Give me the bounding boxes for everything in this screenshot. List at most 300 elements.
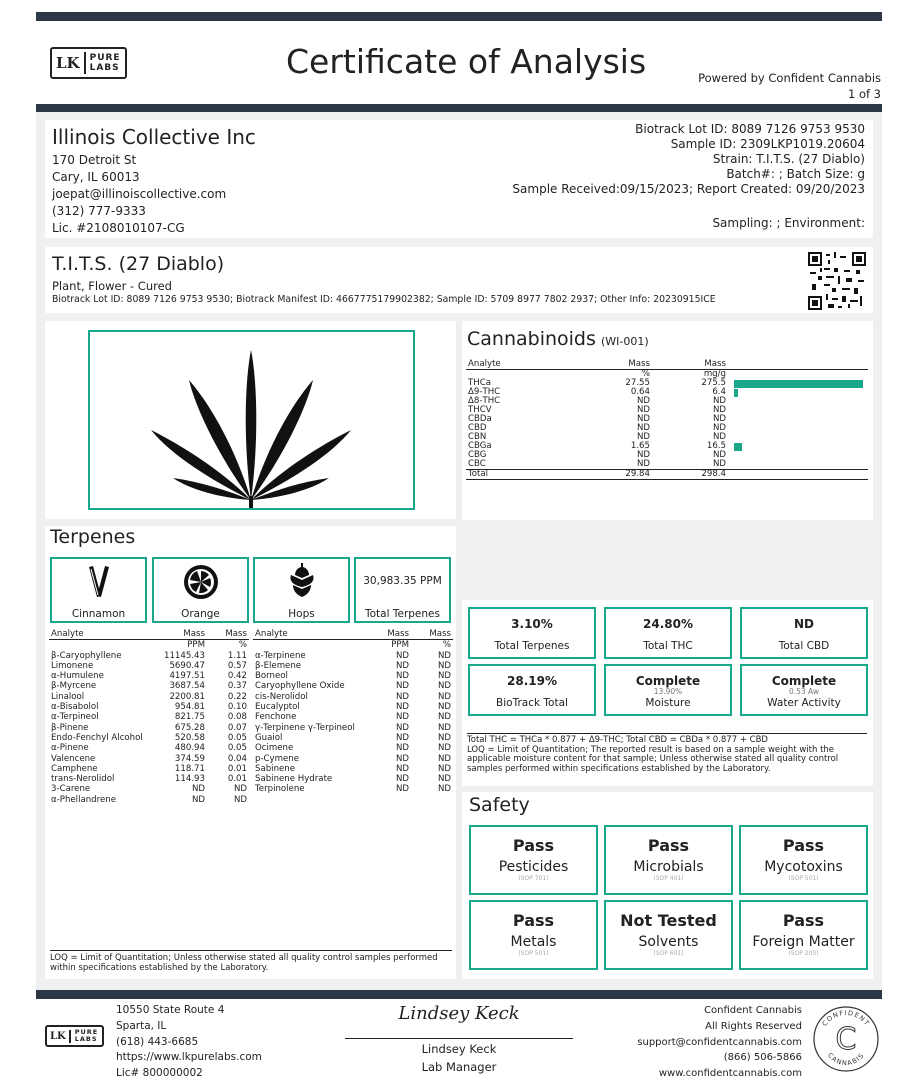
terpene-ppm: ND bbox=[395, 784, 409, 795]
safety-box bbox=[604, 900, 733, 970]
terpene-row bbox=[253, 764, 453, 774]
client-panel bbox=[45, 120, 873, 238]
terpenes-table-left bbox=[49, 629, 249, 805]
summary-sub bbox=[470, 688, 594, 695]
logo-labs: LABS bbox=[89, 63, 120, 73]
logo-pure: PURE bbox=[89, 53, 121, 63]
safety-sop: (SOP 203) bbox=[788, 950, 819, 957]
cannabinoid-name: THCV bbox=[468, 405, 492, 415]
terpene-ppm: 954.81 bbox=[174, 702, 205, 713]
terpene-ppm: ND bbox=[395, 743, 409, 754]
product-image bbox=[88, 330, 415, 510]
terpene-ppm: 118.71 bbox=[174, 763, 205, 774]
terpene-pct: 0.37 bbox=[227, 681, 247, 692]
cannabinoid-row bbox=[466, 406, 868, 415]
terpene-name: α-Humulene bbox=[51, 671, 104, 682]
terpene-name: α-Phellandrene bbox=[51, 794, 116, 805]
terpene-row bbox=[49, 723, 249, 733]
terpene-ppm: ND bbox=[395, 660, 409, 671]
terpene-name: α-Terpinene bbox=[255, 650, 306, 661]
terpene-ppm: 2200.81 bbox=[169, 691, 205, 702]
client-address2: Cary, IL 60013 bbox=[52, 170, 140, 184]
cc-name: Confident Cannabis bbox=[704, 1005, 802, 1016]
terpene-pct: 0.01 bbox=[227, 763, 247, 774]
terpene-row bbox=[253, 681, 453, 691]
terpene-row bbox=[253, 671, 453, 681]
terpene-ppm: ND bbox=[395, 712, 409, 723]
cannabinoid-name: Δ8-THC bbox=[468, 396, 501, 406]
terpene-row bbox=[49, 733, 249, 743]
terp-unit-ppm-2: PPM bbox=[391, 640, 409, 651]
summary-box bbox=[604, 664, 732, 716]
summary-box bbox=[740, 607, 868, 659]
terpene-name: Valencene bbox=[51, 753, 96, 764]
lab-logo bbox=[50, 47, 127, 79]
cannabinoid-bar bbox=[734, 380, 863, 388]
cannabinoids-panel bbox=[462, 321, 873, 520]
terpene-row bbox=[49, 671, 249, 681]
terpene-name: α-Pinene bbox=[51, 743, 89, 754]
safety-test-name: Foreign Matter bbox=[752, 934, 855, 950]
client-name: Illinois Collective Inc bbox=[52, 125, 256, 149]
terpene-ppm: 374.59 bbox=[174, 753, 205, 764]
terpene-pct: ND bbox=[233, 784, 247, 795]
safety-test-name: Pesticides bbox=[498, 859, 569, 875]
image-panel bbox=[45, 321, 456, 519]
summary-sub bbox=[606, 631, 730, 638]
terpene-pct: ND bbox=[437, 671, 451, 682]
terpene-pct: ND bbox=[437, 784, 451, 795]
terpene-name: β-Myrcene bbox=[51, 681, 97, 692]
col-analyte: Analyte bbox=[468, 359, 501, 369]
terp-unit-pct-2: % bbox=[442, 640, 451, 651]
terpene-name: p-Cymene bbox=[255, 753, 300, 764]
terpenes-panel bbox=[45, 526, 456, 979]
terpenes-loq: LOQ = Limit of Quantitation; Unless otherwise stated all quality control samples performed within specifications established by the Laboratory. bbox=[50, 950, 452, 973]
terpene-pct: 0.22 bbox=[227, 691, 247, 702]
cannabinoids-title: Cannabinoids bbox=[467, 328, 596, 350]
terp-col-mass-ppm-2: Mass bbox=[387, 629, 409, 639]
terpene-ppm: 11145.43 bbox=[163, 650, 205, 661]
cannabinoid-row bbox=[466, 415, 868, 424]
terpene-pct: 0.08 bbox=[227, 712, 247, 723]
terpene-ppm: ND bbox=[395, 702, 409, 713]
terpene-ppm: ND bbox=[191, 784, 205, 795]
cannabinoid-mg: ND bbox=[712, 432, 726, 442]
summary-sub bbox=[470, 631, 594, 638]
terpene-pct: 0.07 bbox=[227, 722, 247, 733]
top-bar bbox=[36, 12, 882, 21]
safety-box bbox=[739, 825, 868, 895]
notes bbox=[467, 733, 867, 774]
total-terpenes-label: Total Terpenes bbox=[365, 608, 440, 620]
cc-phone: (866) 506-5866 bbox=[723, 1052, 802, 1064]
cannabinoid-pct: ND bbox=[636, 459, 650, 469]
lab-website[interactable]: https://www.lkpurelabs.com bbox=[116, 1051, 262, 1064]
terpene-pct: ND bbox=[437, 732, 451, 743]
terpene-ppm: ND bbox=[395, 722, 409, 733]
terp-col-mass-pct-2: Mass bbox=[429, 629, 451, 639]
terpene-name: Guaiol bbox=[255, 732, 283, 743]
product-type: Plant, Flower - Cured bbox=[52, 279, 172, 293]
terpene-row bbox=[49, 712, 249, 722]
terpene-row bbox=[49, 661, 249, 671]
terp-unit-ppm: PPM bbox=[187, 640, 205, 651]
summary-value: 24.80% bbox=[643, 617, 693, 631]
terpene-name: Ocimene bbox=[255, 743, 294, 754]
client-address bbox=[52, 152, 226, 237]
cannabinoid-pct: ND bbox=[636, 432, 650, 442]
summary-label: Total CBD bbox=[778, 640, 830, 652]
signature-line bbox=[345, 1038, 573, 1039]
terpene-row bbox=[49, 681, 249, 691]
cannabinoid-row bbox=[466, 388, 868, 397]
cannabinoid-bar bbox=[734, 443, 742, 451]
terpene-ppm: 520.58 bbox=[174, 732, 205, 743]
terpene-pct: 0.05 bbox=[227, 732, 247, 743]
terpene-name: Eucalyptol bbox=[255, 702, 300, 713]
summary-box bbox=[740, 664, 868, 716]
terpene-pct: 0.42 bbox=[227, 671, 247, 682]
cannabinoid-row bbox=[466, 433, 868, 442]
cannabinoid-row bbox=[466, 442, 868, 451]
cc-rights: All Rights Reserved bbox=[705, 1020, 802, 1032]
lab-address1: 10550 State Route 4 bbox=[116, 1004, 225, 1016]
terpene-hops bbox=[253, 557, 350, 623]
safety-result: Pass bbox=[782, 911, 825, 930]
terpenes-table-right bbox=[253, 629, 453, 795]
terpene-row bbox=[253, 733, 453, 743]
sampling: Sampling: ; Environment: bbox=[712, 216, 865, 230]
terpene-name: β-Elemene bbox=[255, 660, 302, 671]
terp-unit-pct: % bbox=[238, 640, 247, 651]
summary-label: Total THC bbox=[643, 640, 693, 652]
powered-by: Powered by Confident Cannabis bbox=[698, 71, 881, 85]
terpene-name: Sabinene bbox=[255, 763, 296, 774]
terpene-ppm: 3687.54 bbox=[169, 681, 205, 692]
terpene-name: Camphene bbox=[51, 763, 98, 774]
cannabinoid-name: CBDa bbox=[468, 414, 492, 424]
safety-title: Safety bbox=[469, 794, 530, 816]
terpene-ppm: ND bbox=[395, 681, 409, 692]
client-phone: (312) 777-9333 bbox=[52, 204, 146, 218]
client-address1: 170 Detroit St bbox=[52, 153, 137, 167]
signer-title: Lab Manager bbox=[421, 1060, 497, 1074]
terpene-row bbox=[49, 743, 249, 753]
sample-id: Sample ID: 2309LKP1019.20604 bbox=[670, 137, 865, 151]
summary-box bbox=[468, 607, 596, 659]
cannabinoid-name: CBGa bbox=[468, 441, 492, 451]
footer-logo-lk: LK bbox=[47, 1030, 71, 1043]
total-label: Total bbox=[468, 469, 489, 479]
terpene-pct: 0.04 bbox=[227, 753, 247, 764]
safety-test-name: Metals bbox=[510, 934, 557, 950]
safety-test-name: Mycotoxins bbox=[764, 859, 843, 875]
cannabinoid-pct: ND bbox=[636, 423, 650, 433]
terpene-pct: 0.57 bbox=[227, 660, 247, 671]
product-name: T.I.T.S. (27 Diablo) bbox=[52, 253, 225, 275]
strain: Strain: T.I.T.S. (27 Diablo) bbox=[712, 152, 865, 166]
terpene-name: 3-Carene bbox=[51, 784, 91, 795]
terpene-ppm: 480.94 bbox=[174, 743, 205, 754]
cannabinoid-row bbox=[466, 451, 868, 460]
terpene-name: Sabinene Hydrate bbox=[255, 774, 333, 785]
cannabinoid-pct: ND bbox=[636, 450, 650, 460]
notes-line2: LOQ = Limit of Quantitation; The reported result is based on a sample weight with the applicable moisture content for that sample; Unless otherwise stated all quality control samples performed within specifications established by the Laboratory. bbox=[467, 744, 839, 774]
signature: Lindsey Keck bbox=[398, 1003, 520, 1024]
cannabinoid-pct: 27.55 bbox=[625, 378, 650, 388]
cannabinoid-row bbox=[466, 397, 868, 406]
orange-icon bbox=[182, 563, 220, 601]
summary-sub: 13.90% bbox=[653, 687, 683, 696]
col-mass-pct: Mass bbox=[628, 359, 650, 369]
terpene-pct: ND bbox=[437, 691, 451, 702]
cannabinoid-pct: ND bbox=[636, 405, 650, 415]
terpene-label-cinnamon: Cinnamon bbox=[71, 608, 126, 620]
safety-box bbox=[604, 825, 733, 895]
summary-label: Total Terpenes bbox=[494, 640, 570, 652]
terpene-name: β-Caryophyllene bbox=[51, 650, 122, 661]
terpene-orange bbox=[152, 557, 249, 623]
footer-logo bbox=[45, 1025, 104, 1047]
cannabinoids-table bbox=[466, 360, 868, 480]
terpene-row bbox=[253, 723, 453, 733]
terpene-pct: ND bbox=[437, 763, 451, 774]
terpene-ppm: ND bbox=[395, 763, 409, 774]
terpenes-title: Terpenes bbox=[50, 526, 136, 548]
cannabinoid-mg: ND bbox=[712, 414, 726, 424]
summary-sub bbox=[742, 631, 866, 638]
safety-result: Pass bbox=[512, 911, 555, 930]
safety-sop: (SOP 501) bbox=[518, 950, 549, 957]
terpene-ppm: 114.93 bbox=[174, 774, 205, 785]
terpene-pct: ND bbox=[437, 702, 451, 713]
summary-label: Moisture bbox=[645, 697, 691, 709]
terpene-name: β-Pinene bbox=[51, 722, 89, 733]
summary-box bbox=[468, 664, 596, 716]
footer-logo-labs: LABS bbox=[74, 1035, 98, 1043]
client-email: joepat@illinoiscollective.com bbox=[52, 187, 227, 201]
cannabinoid-name: CBN bbox=[468, 432, 487, 442]
summary-value: ND bbox=[793, 617, 814, 631]
header-rule bbox=[36, 104, 882, 112]
terpene-ppm: ND bbox=[191, 794, 205, 805]
terpene-ppm: 5690.47 bbox=[169, 660, 205, 671]
terpene-ppm: 675.28 bbox=[174, 722, 205, 733]
terpene-name: cis-Nerolidol bbox=[255, 691, 308, 702]
terpene-name: Borneol bbox=[255, 671, 288, 682]
cannabinoid-row bbox=[466, 379, 868, 388]
terpene-pct: ND bbox=[233, 794, 247, 805]
terpene-pct: 0.01 bbox=[227, 774, 247, 785]
product-ids: Biotrack Lot ID: 8089 7126 9753 9530; Biotrack Manifest ID: 4667775179902382; Sample ID: 5709 8977 7802 2937; Other Info: 20230915ICE bbox=[52, 294, 716, 305]
safety-sop: (SOP 401) bbox=[653, 875, 684, 882]
terpene-name: α-Terpineol bbox=[51, 712, 99, 723]
total-terpenes-value: 30,983.35 PPM bbox=[363, 575, 442, 587]
batch: Batch#: ; Batch Size: g bbox=[726, 167, 865, 181]
terpene-ppm: ND bbox=[395, 753, 409, 764]
cannabinoid-row bbox=[466, 424, 868, 433]
cannabinoid-name: THCa bbox=[468, 378, 491, 388]
lot-id: Biotrack Lot ID: 8089 7126 9753 9530 bbox=[635, 122, 865, 136]
terpene-name: Endo-Fenchyl Alcohol bbox=[51, 732, 143, 743]
summary-value: 28.19% bbox=[507, 674, 557, 688]
safety-box bbox=[739, 900, 868, 970]
terpene-row bbox=[253, 743, 453, 753]
cannabinoid-mg: 275.5 bbox=[701, 378, 726, 388]
cc-email[interactable]: support@confidentcannabis.com bbox=[637, 1036, 802, 1048]
cannabinoids-method: (WI-001) bbox=[600, 335, 649, 348]
safety-sop: (SOP 701) bbox=[518, 875, 549, 882]
terpene-name: Limonene bbox=[51, 660, 94, 671]
page-title: Certificate of Analysis bbox=[286, 42, 647, 81]
cannabinoid-mg: ND bbox=[712, 459, 726, 469]
summary-sub: 0.53 Aw bbox=[788, 687, 820, 696]
cannabinoid-pct: ND bbox=[636, 414, 650, 424]
cannabinoid-bar bbox=[734, 389, 738, 397]
terpene-row bbox=[49, 702, 249, 712]
cannabinoid-row bbox=[466, 460, 868, 470]
safety-result: Not Tested bbox=[620, 911, 717, 930]
terpene-row bbox=[49, 692, 249, 702]
cannabinoid-pct: ND bbox=[636, 396, 650, 406]
terpene-ppm: ND bbox=[395, 650, 409, 661]
cinnamon-icon bbox=[79, 563, 119, 601]
terpene-pct: ND bbox=[437, 774, 451, 785]
safety-result: Pass bbox=[782, 836, 825, 855]
col-mass-mg: Mass bbox=[704, 359, 726, 369]
terpene-name: Fenchone bbox=[255, 712, 297, 723]
safety-test-name: Microbials bbox=[633, 859, 704, 875]
terpene-name: γ-Terpinene γ-Terpineol bbox=[255, 722, 355, 733]
safety-box bbox=[469, 825, 598, 895]
terpene-row bbox=[253, 702, 453, 712]
seal-bottom-text: CANNABIS bbox=[825, 1051, 867, 1068]
unit-mg: mg/g bbox=[703, 369, 726, 379]
terpene-row bbox=[49, 764, 249, 774]
cannabinoid-name: CBC bbox=[468, 459, 486, 469]
hops-icon bbox=[285, 563, 319, 601]
terpene-name: Linalool bbox=[51, 691, 85, 702]
safety-test-name: Solvents bbox=[638, 934, 699, 950]
terpene-cinnamon bbox=[50, 557, 147, 623]
dates: Sample Received:09/15/2023; Report Created: 09/20/2023 bbox=[512, 182, 865, 196]
terpene-row bbox=[253, 692, 453, 702]
cannabinoid-mg: ND bbox=[712, 405, 726, 415]
page-number: 1 of 3 bbox=[847, 87, 881, 101]
terp-col-mass-ppm: Mass bbox=[183, 629, 205, 639]
terpene-row bbox=[253, 754, 453, 764]
terpene-row bbox=[253, 784, 453, 794]
terpene-row bbox=[253, 651, 453, 661]
terpene-label-orange: Orange bbox=[181, 608, 220, 620]
terpene-row bbox=[253, 712, 453, 722]
terpene-pct: ND bbox=[437, 753, 451, 764]
total-mg: 298.4 bbox=[701, 469, 726, 479]
cannabinoid-mg: ND bbox=[712, 423, 726, 433]
cannabinoid-mg: 16.5 bbox=[706, 441, 726, 451]
terpene-ppm: ND bbox=[395, 671, 409, 682]
terpene-name: Caryophyllene Oxide bbox=[255, 681, 345, 692]
terpene-ppm: 821.75 bbox=[174, 712, 205, 723]
cannabinoid-pct: 0.64 bbox=[630, 387, 650, 397]
terpene-ppm: ND bbox=[395, 732, 409, 743]
terpene-name: trans-Nerolidol bbox=[51, 774, 115, 785]
summary-value: Complete bbox=[771, 674, 837, 688]
summary-label: Water Activity bbox=[767, 697, 841, 709]
lab-phone: (618) 443-6685 bbox=[116, 1035, 199, 1048]
cc-info bbox=[637, 1003, 802, 1082]
lab-address bbox=[116, 1003, 262, 1082]
terpene-pct: ND bbox=[437, 722, 451, 733]
terpene-row bbox=[49, 784, 249, 794]
terpene-row bbox=[253, 661, 453, 671]
terpene-name: Terpinolene bbox=[255, 784, 305, 795]
summary-box bbox=[604, 607, 732, 659]
cannabinoid-pct: 1.65 bbox=[630, 441, 650, 451]
footer-logo-pure: PURE bbox=[74, 1028, 99, 1036]
seal-top-text: CONFIDENT bbox=[820, 1008, 872, 1028]
summary-label: BioTrack Total bbox=[496, 697, 568, 709]
cannabinoid-mg: 6.4 bbox=[712, 387, 726, 397]
terp-col-analyte-2: Analyte bbox=[255, 629, 288, 639]
cannabinoid-mg: ND bbox=[712, 396, 726, 406]
logo-lk: LK bbox=[52, 52, 86, 74]
terpene-ppm: 4197.51 bbox=[169, 671, 205, 682]
terpene-pct: ND bbox=[437, 743, 451, 754]
terpene-pct: ND bbox=[437, 712, 451, 723]
terp-col-mass-pct: Mass bbox=[225, 629, 247, 639]
terp-col-analyte: Analyte bbox=[51, 629, 84, 639]
terpene-pct: ND bbox=[437, 650, 451, 661]
terpene-row bbox=[253, 774, 453, 784]
confident-cannabis-seal-icon bbox=[812, 1005, 880, 1073]
cannabinoid-name: CBD bbox=[468, 423, 487, 433]
terpene-row bbox=[49, 774, 249, 784]
lab-address2: Sparta, IL bbox=[116, 1019, 167, 1032]
qr-code-icon bbox=[808, 252, 866, 310]
safety-result: Pass bbox=[647, 836, 690, 855]
client-license: Lic. #2108010107-CG bbox=[52, 221, 185, 235]
terpene-pct: ND bbox=[437, 681, 451, 692]
terpene-ppm: ND bbox=[395, 691, 409, 702]
terpene-pct: 0.10 bbox=[227, 702, 247, 713]
unit-pct: % bbox=[641, 369, 650, 379]
terpene-row bbox=[49, 754, 249, 764]
safety-box bbox=[469, 900, 598, 970]
seal-letter: C bbox=[835, 1022, 857, 1057]
terpene-row bbox=[49, 795, 249, 805]
cannabinoid-mg: ND bbox=[712, 450, 726, 460]
cannabinoid-name: Δ9-THC bbox=[468, 387, 501, 397]
product-panel bbox=[45, 247, 873, 313]
terpene-pct: ND bbox=[437, 660, 451, 671]
sample-info bbox=[445, 122, 865, 231]
terpene-ppm: ND bbox=[395, 774, 409, 785]
terpene-label-hops: Hops bbox=[288, 608, 315, 620]
terpene-pct: 1.11 bbox=[227, 650, 247, 661]
signer-name: Lindsey Keck bbox=[421, 1042, 497, 1056]
cannabis-leaf-icon bbox=[90, 332, 413, 508]
total-pct: 29.84 bbox=[625, 469, 650, 479]
summary-value: 3.10% bbox=[511, 617, 553, 631]
cannabinoid-name: CBG bbox=[468, 450, 487, 460]
notes-line1: Total THC = THCa * 0.877 + Δ9-THC; Total CBD = CBDa * 0.877 + CBD bbox=[467, 735, 768, 745]
safety-result: Pass bbox=[512, 836, 555, 855]
cc-website[interactable]: www.confidentcannabis.com bbox=[658, 1068, 802, 1080]
lab-license: Lic# 800000002 bbox=[116, 1067, 203, 1080]
terpene-row bbox=[49, 651, 249, 661]
